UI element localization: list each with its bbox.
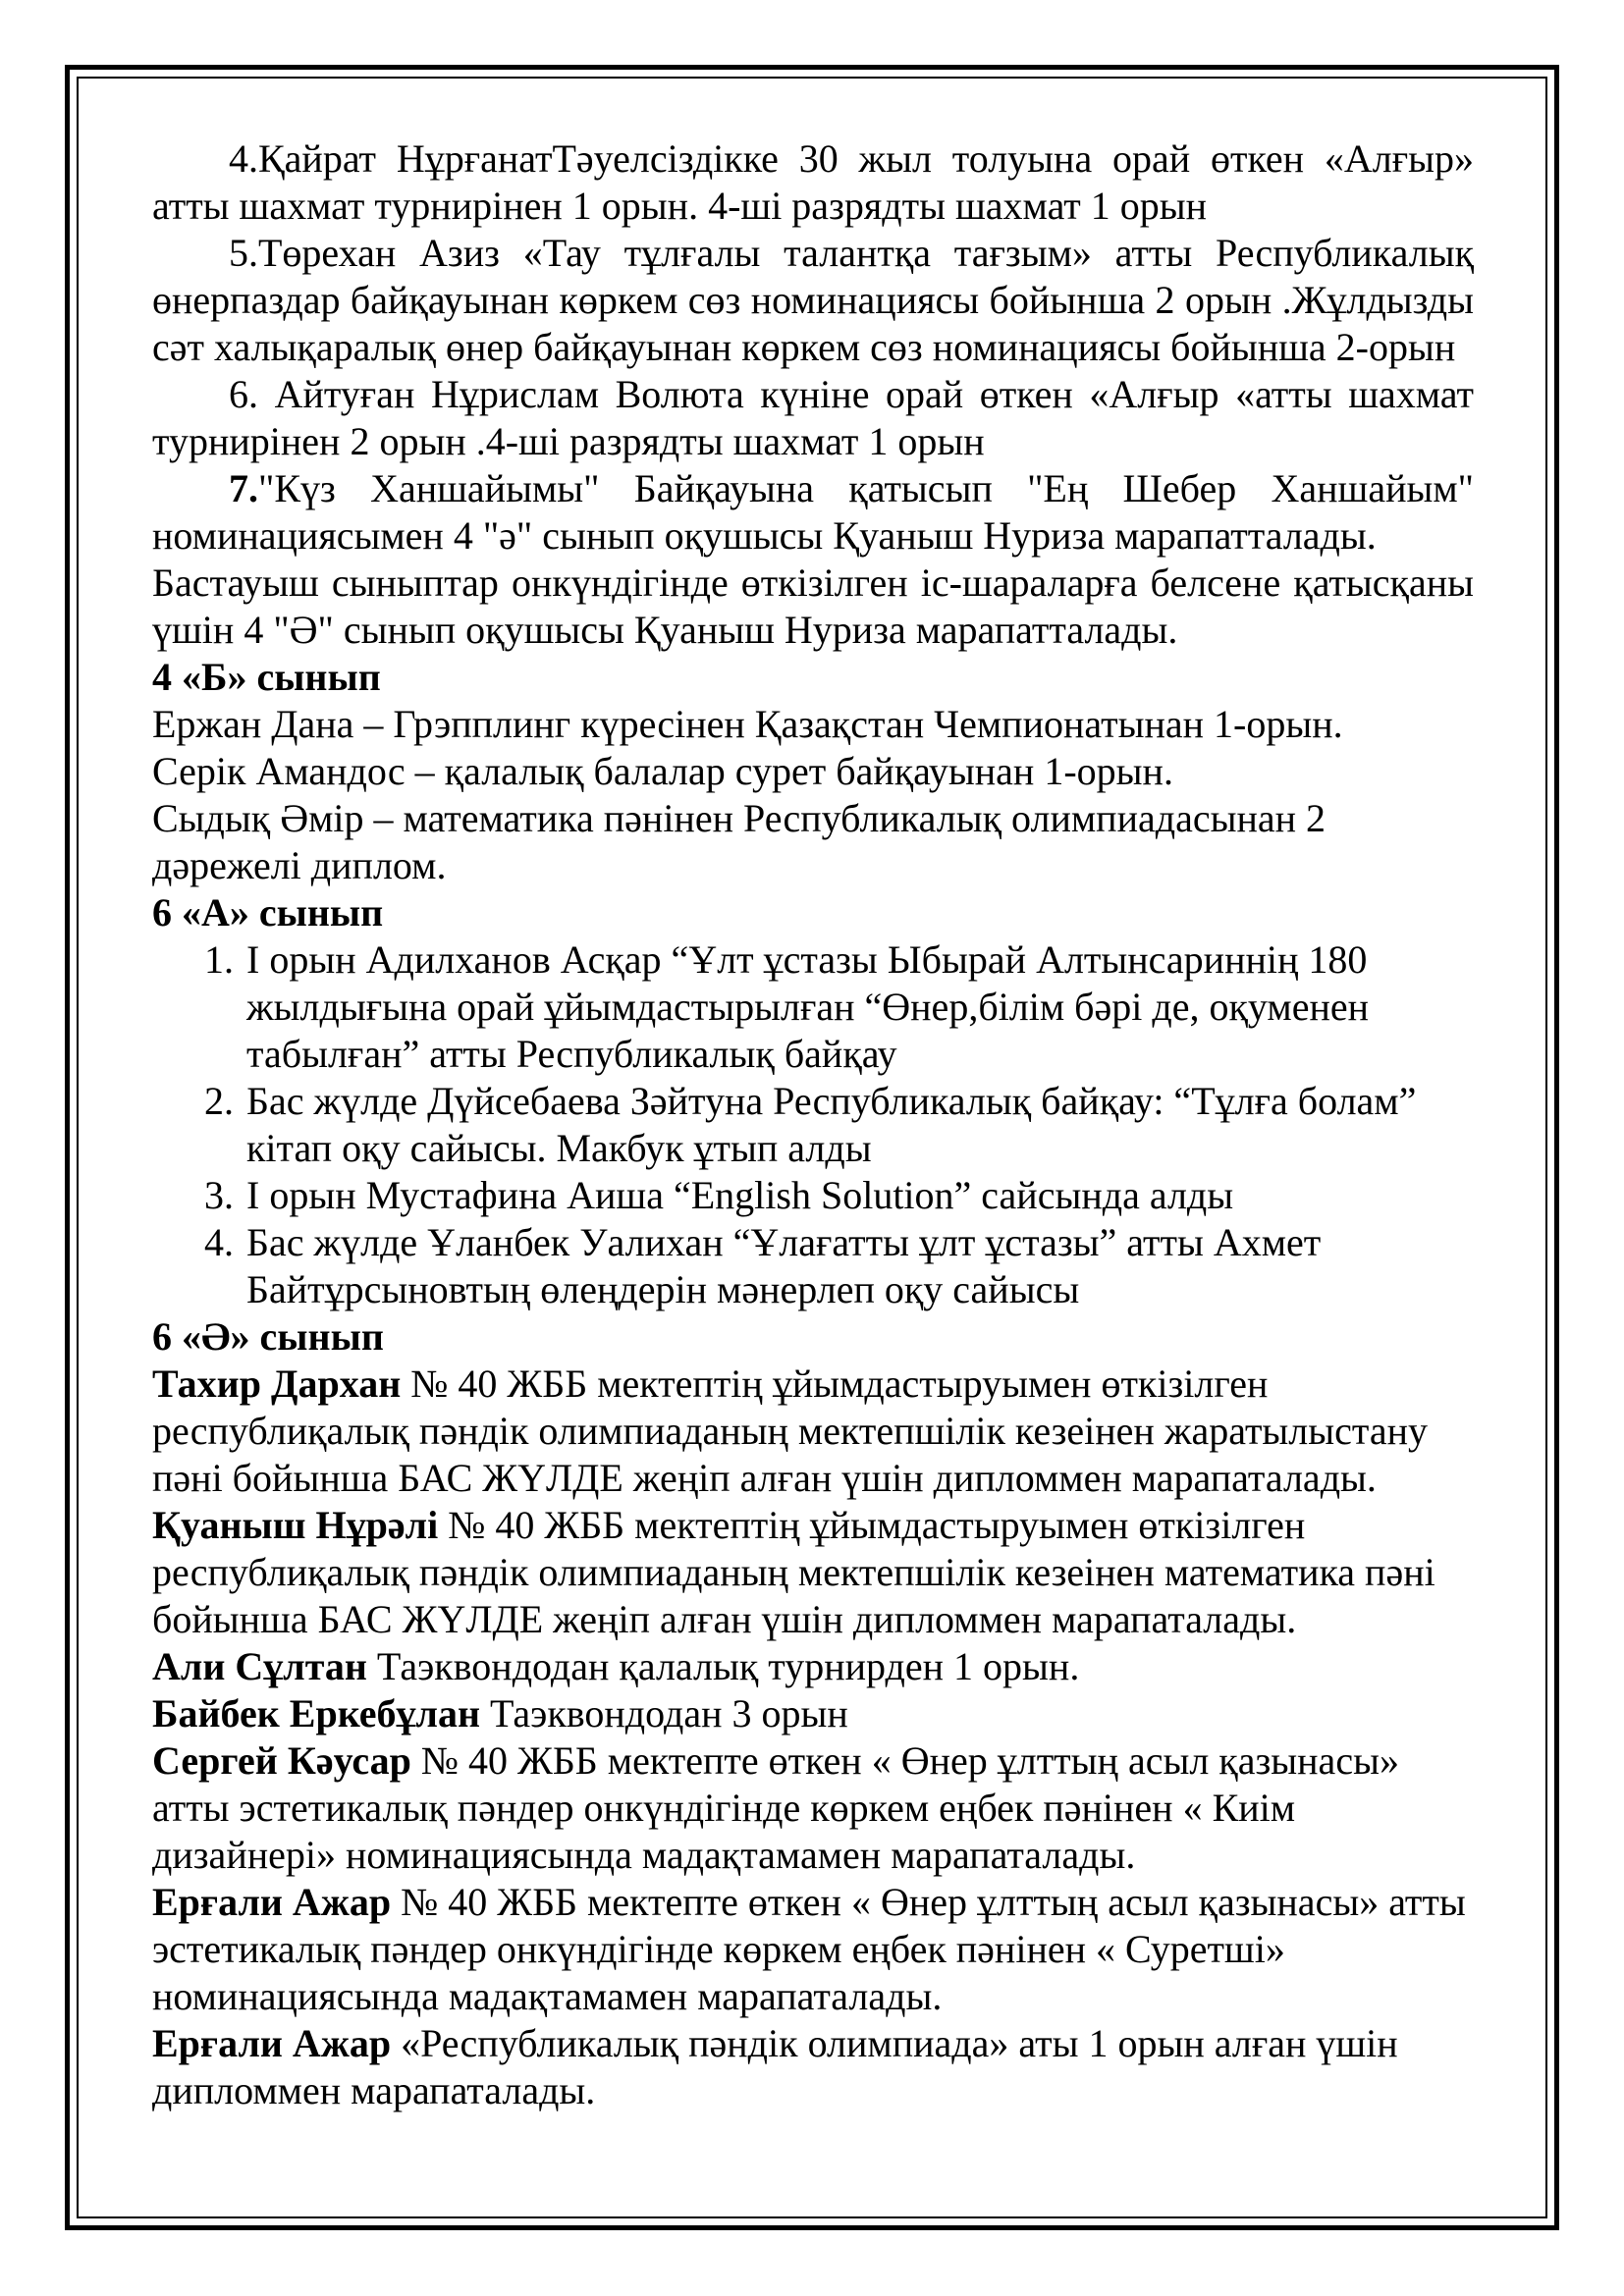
bold-text: Байбек Еркебұлан xyxy=(152,1691,480,1735)
section-heading xyxy=(152,889,1474,936)
document-content xyxy=(79,79,1545,2216)
paragraph xyxy=(152,465,1474,560)
text-run: I орын Мустафина Аиша “English Solution” сайсында алды xyxy=(246,1173,1234,1217)
text-run: 6. Айтуған Нұрислам Волюта күніне орай өткен «Алғыр «атты шахмат турнирінен 2 орын .4-ші разрядты шахмат 1 орын xyxy=(152,372,1474,463)
text-run: № 40 ЖББ мектептің ұйымдастыруымен өткізілген республиқалық пәндік олимпиаданың мектепшілік кезеінен жаратылыстану пәні бойынша БАС ЖҮЛДЕ жеңіп алған үшін дипломмен марапаталады. xyxy=(152,1362,1429,1500)
paragraph xyxy=(152,560,1474,654)
paragraph xyxy=(152,1879,1474,2020)
text-run: Бастауыш сыныптар онкүндігінде өткізілген іс-шараларға белсене қатысқаны үшін 4 "Ә" сынып оқушысы Қуаныш Нуриза марапатталады. xyxy=(152,561,1474,652)
list-number: 1. xyxy=(204,937,234,982)
list-item xyxy=(152,1078,1474,1172)
bold-text: Али Сұлтан xyxy=(152,1644,367,1688)
page-border-inner xyxy=(77,77,1547,2218)
bold-text: 6 «Ә» сынып xyxy=(152,1314,384,1359)
section-heading xyxy=(152,654,1474,701)
paragraph xyxy=(152,135,1474,230)
text-run: Таэквондодан 3 орын xyxy=(479,1691,848,1735)
paragraph xyxy=(152,1361,1474,1502)
list-number: 2. xyxy=(204,1079,234,1123)
bold-text: Сергей Кәусар xyxy=(152,1738,411,1783)
paragraph xyxy=(152,2020,1474,2114)
paragraph xyxy=(152,1737,1474,1879)
paragraph xyxy=(152,748,1474,795)
bold-text: Тахир Дархан xyxy=(152,1362,402,1406)
bold-text: 6 «А» сынып xyxy=(152,890,384,934)
paragraph xyxy=(152,371,1474,465)
paragraph xyxy=(152,1690,1474,1737)
text-run: Ержан Дана – Грэпплинг күресінен Қазақстан Чемпионатынан 1-орын. xyxy=(152,702,1343,746)
paragraph xyxy=(152,230,1474,371)
text-run: Сыдық Әмір – математика пәнінен Республикалық олимпиадасынан 2 дәрежелі диплом. xyxy=(152,796,1326,887)
paragraph xyxy=(152,701,1474,748)
text-run: Бас жүлде Дүйсебаева Зәйтуна Республикалық байқау: “Тұлға болам” кітап оқу сайысы. Макбук ұтып алды xyxy=(246,1079,1417,1170)
bold-text: 4 «Б» сынып xyxy=(152,655,381,699)
section-heading xyxy=(152,1313,1474,1361)
text-run: Таэквондодан қалалық турнирден 1 орын. xyxy=(366,1644,1080,1688)
paragraph xyxy=(152,1502,1474,1643)
list-item xyxy=(152,1172,1474,1219)
bold-text: Қуаныш Нұрәлі xyxy=(152,1503,439,1547)
text-run: 4.Қайрат НұрғанатТәуелсіздікке 30 жыл толуына орай өткен «Алғыр» атты шахмат турнирінен 1 орын. 4-ші разрядты шахмат 1 орын xyxy=(152,136,1474,228)
list-item xyxy=(152,936,1474,1078)
text-run: № 40 ЖББ мектепте өткен « Өнер ұлттың асыл қазынасы» атты эстетикалық пәндер онкүндігінде көркем еңбек пәнінен « Киім дизайнері» номинациясында мадақтамамен марапаталады. xyxy=(152,1738,1399,1877)
page-border-outer xyxy=(65,65,1559,2230)
bold-text: 7. xyxy=(229,466,258,510)
bold-text: Ерғали Ажар xyxy=(152,1880,392,1924)
paragraph xyxy=(152,1643,1474,1690)
text-run: № 40 ЖББ мектепте өткен « Өнер ұлттың асыл қазынасы» атты эстетикалық пәндер онкүндігінде көркем еңбек пәнінен « Суретші» номинациясында мадақтамамен марапаталады. xyxy=(152,1880,1466,2018)
list-number: 3. xyxy=(204,1173,234,1217)
text-run: Бас жүлде Ұланбек Уалихан “Ұлағатты ұлт ұстазы” атты Ахмет Байтұрсыновтың өлеңдерін мәнерлеп оқу сайысы xyxy=(246,1220,1322,1311)
text-run: № 40 ЖББ мектептің ұйымдастыруымен өткізілген республиқалық пәндік олимпиаданың мектепшілік кезеінен математика пәні бойынша БАС ЖҮЛДЕ жеңіп алған үшін дипломмен марапаталады. xyxy=(152,1503,1435,1641)
text-run: I орын Адилханов Асқар “Ұлт ұстазы Ыбырай Алтынсариннің 180 жылдығына орай ұйымдастырылған “Өнер,білім бәрі де, оқуменен табылған” атты Республикалық байқау xyxy=(246,937,1370,1076)
text-run: "Күз Ханшайымы" Байқауына қатысып "Ең Шебер Ханшайым" номинациясымен 4 "ә" сынып оқушысы Қуаныш Нуриза марапатталады. xyxy=(152,466,1474,558)
numbered-list xyxy=(152,936,1474,1313)
bold-text: Ерғали Ажар xyxy=(152,2021,392,2065)
text-run: Серік Амандос – қалалық балалар сурет байқауынан 1-орын. xyxy=(152,749,1173,793)
paragraph xyxy=(152,795,1474,889)
text-run: «Республикалық пәндік олимпиада» аты 1 орын алған үшін дипломмен марапаталады. xyxy=(152,2021,1398,2112)
list-item xyxy=(152,1219,1474,1313)
text-run: 5.Төрехан Азиз «Тау тұлғалы талантқа тағзым» атты Республикалық өнерпаздар байқауынан көркем сөз номинациясы бойынша 2 орын .Жұлдызды сәт халықаралық өнер байқауынан көркем сөз номинациясы бойынша 2-орын xyxy=(152,231,1474,369)
list-number: 4. xyxy=(204,1220,234,1264)
